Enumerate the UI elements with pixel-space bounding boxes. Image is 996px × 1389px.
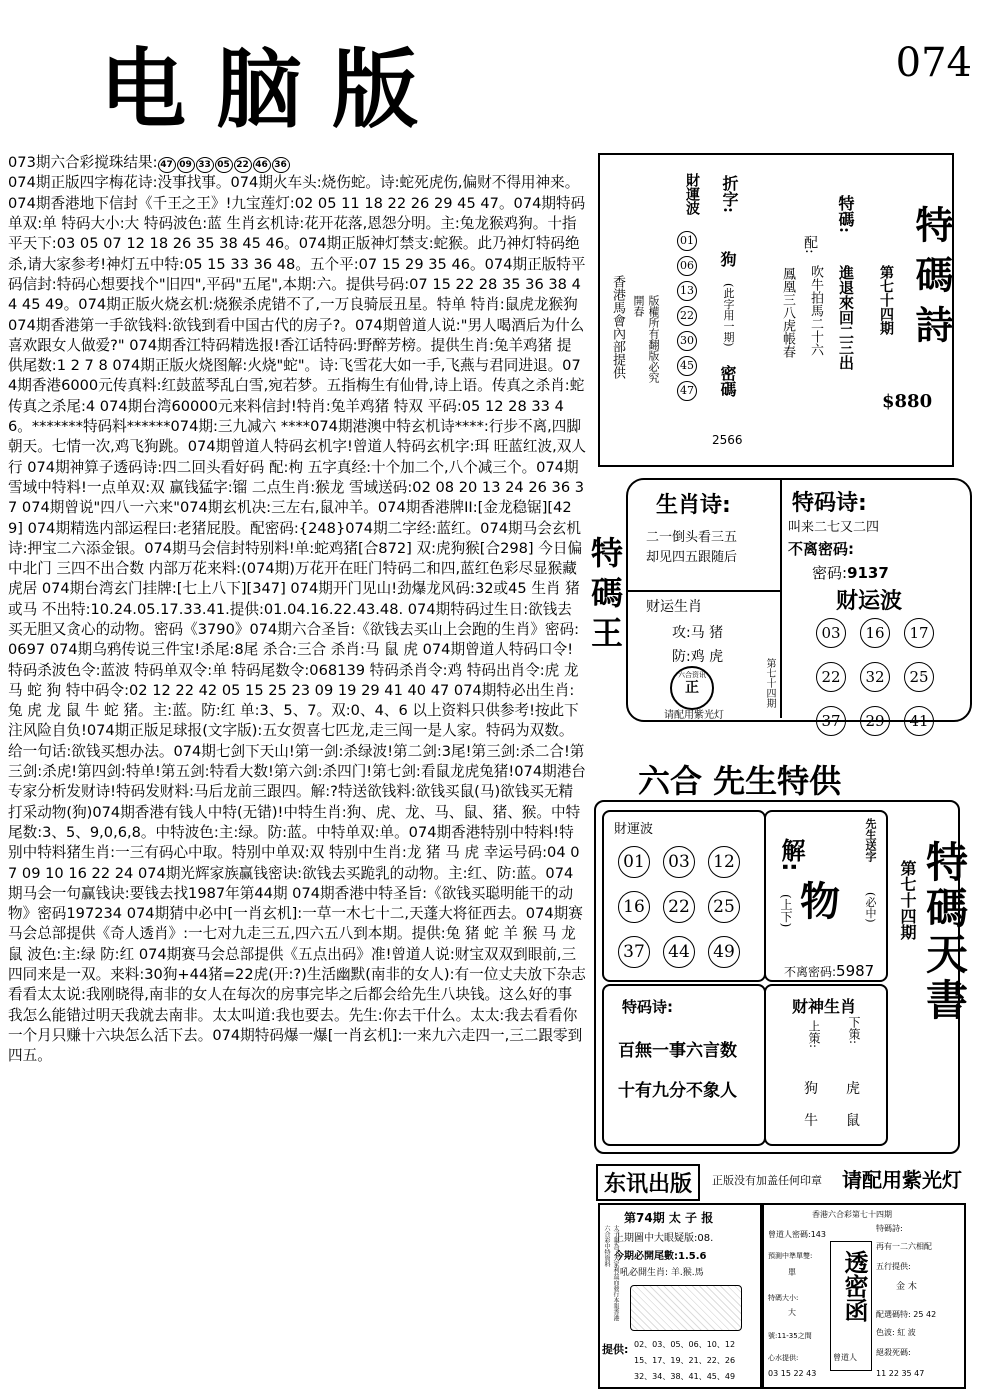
fortune-gong: 攻:马 猪: [672, 625, 724, 641]
wave-number-circle: 12: [708, 846, 740, 878]
wave-number-circle: 01: [618, 846, 650, 878]
peizhi-value: 25 42: [913, 1310, 937, 1319]
result-balls: [158, 153, 291, 173]
peizhi-label: 配選碼特:: [876, 1310, 911, 1319]
toumi-poem-label: 特碼詩:: [876, 1224, 903, 1233]
toumi-seal: [830, 1241, 872, 1371]
xinshui-label: 心水提供:: [768, 1354, 799, 1362]
tema-line-2: 不离密码:: [788, 540, 854, 558]
toumi-header: 香港六合彩第七十四期: [812, 1210, 892, 1219]
chai-title: 折字:: [720, 175, 739, 213]
shang-animal-1: 狗: [804, 1081, 818, 1097]
hao-label: 號:11-35之間: [768, 1332, 812, 1340]
p3-big-title: 特碼天書: [920, 840, 969, 1024]
shang-animal-2: 牛: [804, 1113, 818, 1129]
wave-number-circle: 03: [663, 846, 695, 878]
taizi-numbers-2: 15、17、19、21、22、26: [634, 1356, 736, 1365]
wave-number-circle: 41: [904, 706, 934, 736]
taizi-line-3: 吼必開生肖: 羊.猴.馬: [620, 1268, 704, 1278]
wave-number-circle: 44: [663, 936, 695, 968]
fortune-title: 财运生肖: [646, 599, 702, 615]
xia-animal-1: 虎: [846, 1081, 860, 1097]
xinshui-values: 03 15 22 43: [768, 1369, 817, 1378]
wave-number-circle: 16: [860, 618, 890, 648]
pei-label: 配:: [802, 235, 818, 254]
zengdao-label: 曾道人密碼:143: [768, 1230, 826, 1239]
tema-line-1: 叫来二七又二四: [788, 520, 880, 535]
wave-number-circle: 49: [708, 936, 740, 968]
daxiao-value: 大: [788, 1308, 796, 1317]
color-label: 色波:: [876, 1328, 895, 1337]
yuce-label: 預測中準單雙:: [768, 1252, 813, 1260]
p3-issue-vertical: 第七十四期: [898, 860, 917, 940]
stamp-ring-text: 六合资讯: [678, 671, 706, 679]
peizhi-row: [876, 1309, 936, 1320]
wave-number-circle: 37: [816, 706, 846, 736]
poem-line-2: 吹牛拍馬二十六: [808, 265, 823, 356]
stamp: [670, 666, 714, 710]
publisher-label: 东讯出版: [596, 1164, 700, 1201]
footer-uv-note: 请配用紫光灯: [842, 1168, 962, 1192]
wave-number-circle: 37: [618, 936, 650, 968]
taizi-title: 第74期 太 子 报: [624, 1211, 714, 1225]
wave-number-circle: 22: [677, 306, 697, 326]
result-ball: 05: [215, 157, 233, 173]
result-ball: 47: [158, 157, 176, 173]
main-body-text: 074期正版四字梅花诗:没事找事。074期火车头:烧伤蛇。诗:蛇死虎伤,偏财不得用神来。074期香港地下信封《千王之王》!九宝莲灯:02 05 11 18 22 26 29 45 47。074期特码单双:单 特码大小:大 特码波色:蓝 生肖玄机诗:花开花落,恩怨分明。主:兔龙猴鸡狗。十指平天下:03 05 07 12 18 26 35 38 45 46。074期正版神灯禁支:蛇猴。此乃神灯特码绝杀,请大家参考!神灯五中特:05 15 33 36 48。五个平:07 15 29 35 46。074期正版特平码信封:特码心想要找个"旧四",平码"五尾",本期:六。提供号码:07 15 22 28 35 36 38 44 45 49。074期正版火烧玄机:烧猴杀虎错不了,一万良骑辰丑星。特单 特肖:鼠虎龙猴狗 074期香港第一手欲钱料:欲钱到看中国古代的房子?。074期曾道人说:"男人喝酒后为什么喜欢跟女人做爱?" 074期香江特码精选报!香江话特码:野醉芳榜。提供生肖:兔羊鸡猪 提供尾数:1 2 7 8 074期正版火烧图解:火烧"蛇"。诗:飞雪花大如一手,飞燕与君同进退。074期香港6000元传真料:红鼓蓝琴乱白雪,宛若梦。五指梅生有仙骨,诗上语。传真之杀肖:蛇 传真之杀尾:4 074期台湾60000元来料信封!特肖:兔羊鸡猪 特双 平码:05 12 28 33 46。*******特码料******074期:三九减六 ****074期港澳中特玄机诗****:行步不离,四脚朝天。七情一次,鸡飞狗跳。074期曾道人特码玄机字!曾道人特码玄机字:珥 旺蓝红波,双人行 074期神算子透码诗:四二回头看好码 配:枸 五字真经:十个加二个,八个减三个。074期雪域中特料!一点单双:双 赢钱猛字:镏 二点生肖:猴龙 雪域送码:02 08 20 13 24 26 36 37 074期曾说"四八一六来"074期玄机决:三左右,鼠冲羊。074期香港牌II:[金龙稳锯][429] 074期精选内部运程曰:老猪屁股。配密码:{248}074期二字经:蓝红。074期马会玄机诗:押宝二六添金银。074期马会信封特别料!单:蛇鸡猪[合872] 双:虎狗猴[合298] 今日偏中北门 三四不出合数 内部万花来料:(074期)万花开在旺门特码二和四,蓝红色彩尽显猴藏虎居 074期台湾玄门挂牌:[七上八下][347] 074期开门见山!劲爆龙风码:32或45 生肖 猪或马 不出特:10.24.05.17.33.41.提供:01.04.16.22.43.48. 074期特码过生日:欲钱去买无胆又贪心的动物。密码《3790》074期六合圣旨:《欲钱去买山上会跑的生肖》密码:0697 074期乌鸦传说三件宝!杀尾:8尾 杀合:三合 杀肖:马 鼠 虎 074期曾道人特码口令!特码杀波色令:蓝波 特码单双令:单 特码尾数令:068139 特码杀肖令:鸡 特码出肖令:虎 龙 马 蛇 狗 特中码令:02 12 22 42 05 15 25 23 09 19 29 41 40 47 074期特必出生肖:兔 虎 龙 鼠 牛 蛇 猪。主:蓝。防:红 单:3、5、7。双:0、4、6 以上资料只供参考!按此下注风险自负!074期正版足球报(文字版):五女贺喜七匹龙,走三闯一是人家。特码为双数。给一句话:欲钱买想办法。074期七剑下天山!第一剑:杀绿波!第二剑:3尾!第三剑:杀二合!第三剑:杀虎!第四剑:特单!第五剑:特看大数!第六剑:杀四门!第七剑:看鼠龙虎兔猪!074期港台专家分析发财诗!特码发财料:马后龙前三跟四。解:?特送欲钱料:欲钱买鼠(马)欲钱买无精打采动物(狗)074期香港有钱人中特(无错)!中特生肖:狗、虎、龙、马、鼠、猪、猴。中特尾数:3、5、9,0,6,8。中特波色:主:绿。防:蓝。中特单双:单。074期香港特别中特料!特别中特料猪生肖:一三有码心中取。特别中单双:双 特别中生肖:龙 猪 马 虎 幸运号码:04 07 09 10 16 22 24 074期光辉家族赢钱密诀:欲钱去买跪乳的动物。主:红、防:蓝。074期马会一句赢钱诀:要钱去找1987年第44期 074期香港中特圣旨:《欲钱买聪明能干的动物》密码197234 074期猜中必中[一肖玄机]:一草一木七十二,天蓬大将征西去。074期赛马会总部提供《奇人透肖》:一七对九走三五,四六五八到本期。提供:兔 猪 蛇 羊 猴 马 龙 鼠 波色:主:绿 防:红 074期赛马会总部提供《五点出码》准!曾道人说:财宝双双到眼前,三四同来是一双。来料:30狗+44猪=22虎(开:?)生活幽默(南非的女人):有一位丈夫放下杂志看看太太说:我刚晓得,南非的女人在每次的房事完毕之后都会给先生八块钱。这么好的事我怎么能错过明天我就去南非。太太叫道:我也要去。先生:你去干什么。太太:我去看看你一个月只赚十六块怎么活下去。074期特码爆一爆[一肖玄机]:一来九六走四一,三二跟零到四五。: [8, 174, 589, 1065]
stamp-text: 正: [685, 680, 699, 696]
wave-number-circle: 03: [816, 618, 846, 648]
poem-line-3: 鳳凰三八虎帳春: [780, 267, 795, 358]
taizi-picture: [630, 1285, 742, 1331]
toumi-poem-value: 再有一二六相配: [876, 1242, 932, 1251]
wave-number-circle: 22: [816, 662, 846, 692]
poem-line-1: 進退來回二三出: [837, 265, 855, 370]
wave-number-circle: 29: [860, 706, 890, 736]
fortune-section: [628, 592, 782, 721]
shengxiao-section: [628, 480, 782, 592]
xia-animal-2: 鼠: [846, 1113, 860, 1129]
xia-ce: 下策:: [847, 1016, 861, 1045]
wave-number-circle: 47: [677, 381, 697, 401]
color-value: 紅 波: [897, 1328, 916, 1337]
toumi-panel: [762, 1203, 966, 1389]
p3-code: 5987: [836, 962, 875, 980]
tema-code: 9137: [847, 564, 889, 582]
result-ball: 09: [177, 157, 195, 173]
panel2-wave-title: 财运波: [832, 584, 906, 615]
wave-number-circle: 32: [860, 662, 890, 692]
jueshu-label: 絕殺死碼:: [876, 1348, 911, 1357]
master-label: 先生送字: [864, 818, 877, 862]
tema-poem-panel: [598, 153, 954, 467]
wave-number-circle: 25: [708, 891, 740, 923]
wave-number-circle: 30: [677, 331, 697, 351]
tianshu-panel: [594, 800, 969, 1154]
result-lead: 073期六合彩搅珠结果:: [8, 154, 158, 172]
wave-title: 財運波: [684, 173, 700, 215]
p3-riddle-box: [764, 810, 888, 982]
chai-note: (此字用一期): [722, 283, 735, 347]
taizi-line-1: 上期圖中大眼疑版:08.: [614, 1233, 714, 1244]
copyright-note: 版權所有翻版必究: [647, 295, 660, 383]
fortune-fang: 防:鸡 虎: [672, 649, 724, 665]
banner-title: 六合 先生特供: [638, 762, 842, 800]
p3-wave-title: 財運波: [614, 822, 654, 837]
tema-code-label: 密码:: [812, 564, 848, 582]
masthead-title: 电脑版: [100, 39, 448, 140]
wuxing-value: 金 木: [896, 1282, 917, 1292]
p3-poem-line-1: 百無一事六言数: [618, 1041, 737, 1061]
wave-number-list: [677, 231, 701, 406]
no-stamp-note: 正版没有加盖任何印章: [712, 1174, 822, 1187]
tema-section: [782, 480, 968, 590]
wave-number-circle: 17: [904, 618, 934, 648]
taizi-side-vertical: 太子報為了大家利益而發行本報香港六合彩中特資料: [603, 1225, 619, 1321]
color-row: [876, 1327, 916, 1338]
panel2-uv-note: 请配用紫光灯: [664, 710, 724, 721]
jie-note: (上下): [779, 894, 793, 928]
chai-char: 狗: [718, 251, 737, 267]
p3-poem-box: [602, 984, 766, 1146]
panel1-vertical-label: 香港馬會內部提供: [610, 275, 625, 379]
shengxiao-line-1: 二一倒头看三五: [646, 530, 738, 545]
chai-code: 2566: [712, 433, 743, 447]
price-label: $880: [882, 391, 933, 412]
result-ball: 36: [272, 157, 290, 173]
result-ball: 46: [253, 157, 271, 173]
riddle-char: 物: [800, 878, 840, 925]
taizi-numbers-3: 32、34、38、41、45、49: [634, 1372, 736, 1381]
taizi-numbers-1: 02、03、05、06、10、12: [634, 1340, 736, 1349]
master-note: (必中): [864, 892, 877, 923]
wave-number-circle: 25: [904, 662, 934, 692]
p3-caishen-box: [764, 984, 888, 1146]
main-text-column: [8, 153, 589, 1383]
caishen-title: 财神生肖: [792, 997, 857, 1016]
p3-wave-box: [602, 810, 766, 982]
panel1-issue-label: 第七十四期: [878, 265, 894, 335]
shang-ce: 上策:: [807, 1020, 821, 1049]
jie-label: 解:: [777, 838, 805, 872]
wave-number-circle: 45: [677, 356, 697, 376]
issue-number: 074: [895, 40, 972, 86]
tema-wang-title: 特碼王: [586, 536, 624, 656]
result-ball: 33: [196, 157, 214, 173]
wuxing-label: 五行提供:: [876, 1262, 911, 1271]
result-ball: 22: [234, 157, 252, 173]
p3-poem-line-2: 十有九分不象人: [618, 1081, 737, 1101]
wave-number-circle: 13: [677, 281, 697, 301]
taizi-line-2: 今期必開尾數:1.5.6: [614, 1251, 707, 1262]
tema-wang-panel: [626, 478, 972, 730]
taizi-provide-label: 提供:: [602, 1343, 629, 1356]
panel1-side-small: 開春: [632, 295, 645, 317]
toumi-seal-title: 透密函: [840, 1250, 869, 1322]
p3-code-row: [784, 962, 874, 980]
taizi-panel: [598, 1203, 762, 1389]
tema-label: 特碼:: [836, 195, 855, 233]
chai-code-label: 密碼: [718, 365, 737, 397]
jueshu-values: 11 22 35 47: [876, 1369, 925, 1378]
daxiao-label: 特碼大小:: [768, 1294, 799, 1302]
shengxiao-title: 生肖诗:: [656, 493, 731, 518]
p3-poem-title: 特码诗:: [622, 998, 673, 1016]
yuce-value: 單: [788, 1268, 796, 1277]
wave-number-circle: 06: [677, 256, 697, 276]
wave-number-circle: 16: [618, 891, 650, 923]
shengxiao-line-2: 却见四五跟随后: [646, 550, 738, 565]
tema-title: 特码诗:: [792, 491, 867, 516]
tema-code-row: [812, 562, 889, 583]
panel1-big-title: 特碼詩: [909, 205, 954, 355]
wave-number-circle: 01: [677, 231, 697, 251]
panel2-issue-vertical: 第七十四期: [764, 658, 775, 708]
wave-number-circle: 22: [663, 891, 695, 923]
toumi-seal-sub: 曾道人: [833, 1353, 857, 1362]
p3-code-label: 不离密码:: [784, 965, 837, 979]
